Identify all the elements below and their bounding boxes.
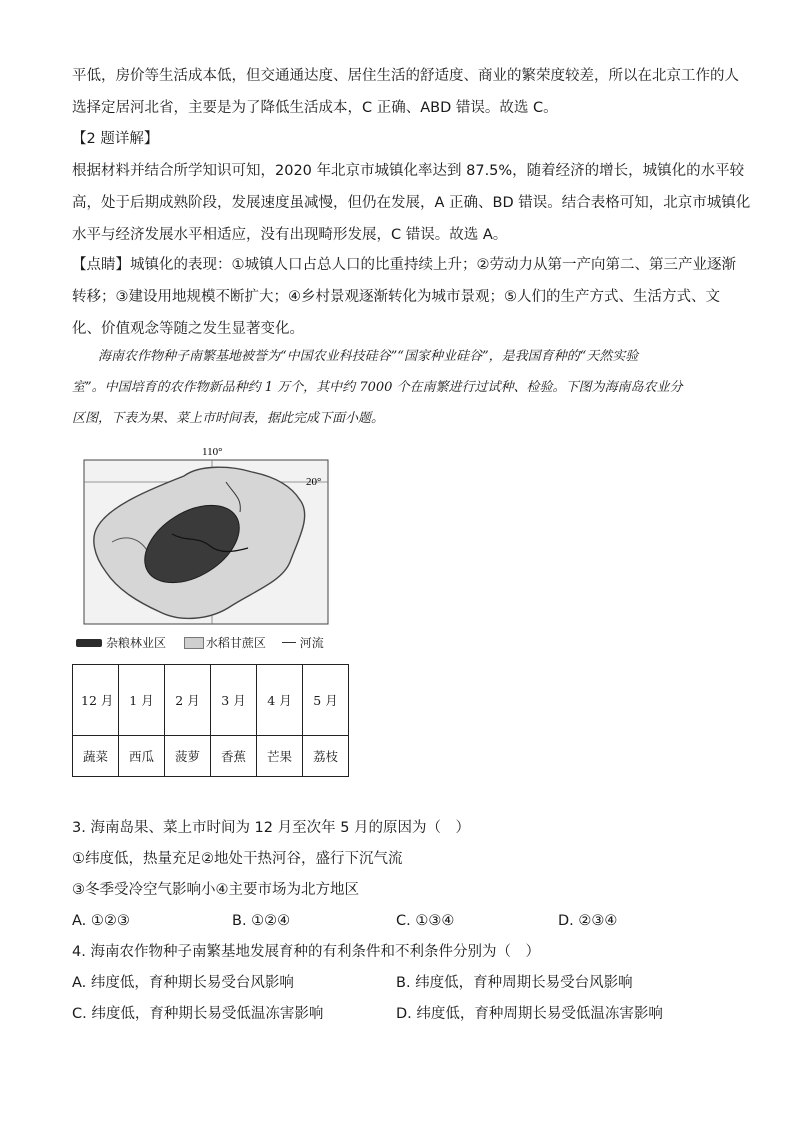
table-cell: 菠萝	[165, 736, 211, 777]
table-cell: 5 月	[303, 665, 349, 736]
answer-line: 平低，房价等生活成本低，但交通通达度、居住生活的舒适度、商业的繁荣度较差，所以在北京工作的人	[72, 68, 739, 84]
key-point-line: 化、价值观念等随之发生显著变化。	[72, 321, 304, 337]
q3-statement: ①纬度低，热量充足②地处干热河谷，盛行下沉气流	[72, 851, 403, 867]
q4-option-a[interactable]: A. 纬度低，育种期长易受台风影响	[72, 975, 294, 991]
key-point-line: 转移；③建设用地规模不断扩大；④乡村景观逐渐转化为城市景观；⑤人们的生产方式、生活方式、文	[72, 289, 720, 305]
longitude-label: 110°	[202, 446, 223, 458]
q3-option-a[interactable]: A. ①②③	[72, 913, 130, 929]
table-cell: 3 月	[211, 665, 257, 736]
table-row	[73, 665, 349, 736]
legend-river: 河流	[299, 636, 324, 650]
q3-option-b[interactable]: B. ①②④	[232, 913, 291, 929]
material-line: 室”。中国培育的农作物新品种约 1 万个，其中约 7000 个在南繁进行过试种、检验。下图为海南岛农业分	[72, 380, 683, 395]
table-cell: 西瓜	[119, 736, 165, 777]
q3-stem: 3. 海南岛果、菜上市时间为 12 月至次年 5 月的原因为（ ）	[72, 820, 471, 836]
table-cell: 4 月	[257, 665, 303, 736]
latitude-label: 20°	[306, 476, 322, 488]
q3-option-d[interactable]: D. ②③④	[558, 913, 618, 929]
table-cell: 1 月	[119, 665, 165, 736]
map-svg	[76, 442, 338, 654]
q4-option-c[interactable]: C. 纬度低，育种期长易受低温冻害影响	[72, 1006, 324, 1022]
river-swatch	[282, 642, 296, 643]
table-cell: 12 月	[73, 665, 119, 736]
q2-detail	[72, 155, 751, 251]
q3-option-c[interactable]: C. ①③④	[396, 913, 455, 929]
q2-heading: 【2 题详解】	[72, 131, 159, 147]
hainan-agriculture-map	[76, 442, 338, 654]
material-line: 海南农作物种子南繁基地被誉为“中国农业科技硅谷”“国家种业硅谷”，是我国育种的“天然实验	[72, 349, 639, 364]
table-cell: 蔬菜	[73, 736, 119, 777]
table-row	[73, 736, 349, 777]
map-legend	[76, 634, 324, 651]
answer-line: 选择定居河北省，主要是为了降低生活成本，C 正确、ABD 错误。故选 C。	[72, 100, 558, 116]
grain-forest-swatch	[76, 639, 102, 647]
material-line: 区图，下表为果、菜上市时间表，据此完成下面小题。	[72, 411, 385, 426]
market-timetable	[72, 664, 349, 777]
key-point	[72, 249, 736, 345]
legend-rice-sugarcane: 水稻甘蔗区	[205, 636, 266, 650]
q3-statement: ③冬季受冷空气影响小④主要市场为北方地区	[72, 882, 359, 898]
table-cell: 荔枝	[303, 736, 349, 777]
q2-detail-line: 根据材料并结合所学知识可知，2020 年北京市城镇化率达到 87.5%，随着经济的增长，城镇化的水平较	[72, 163, 745, 179]
answer-text	[72, 60, 739, 124]
q4-option-b[interactable]: B. 纬度低，育种周期长易受台风影响	[396, 975, 633, 991]
rice-sugarcane-swatch	[184, 637, 204, 649]
q2-detail-line: 水平与经济发展水平相适应，没有出现畸形发展，C 错误。故选 A。	[72, 227, 508, 243]
key-point-line: 【点睛】城镇化的表现：①城镇人口占总人口的比重持续上升；②劳动力从第一产向第二、第三产业逐渐	[72, 257, 736, 273]
q4-stem: 4. 海南农作物种子南繁基地发展育种的有利条件和不利条件分别为（ ）	[72, 944, 540, 960]
table-cell: 2 月	[165, 665, 211, 736]
legend-grain-forest: 杂粮林业区	[106, 636, 167, 650]
table-cell: 芒果	[257, 736, 303, 777]
reading-material	[72, 341, 732, 434]
q4-option-d[interactable]: D. 纬度低，育种周期长易受低温冻害影响	[396, 1006, 663, 1022]
q2-detail-line: 高，处于后期成熟阶段，发展速度虽减慢，但仍在发展，A 正确、BD 错误。结合表格可知，北京市城镇化	[72, 195, 751, 211]
table-cell: 香蕉	[211, 736, 257, 777]
